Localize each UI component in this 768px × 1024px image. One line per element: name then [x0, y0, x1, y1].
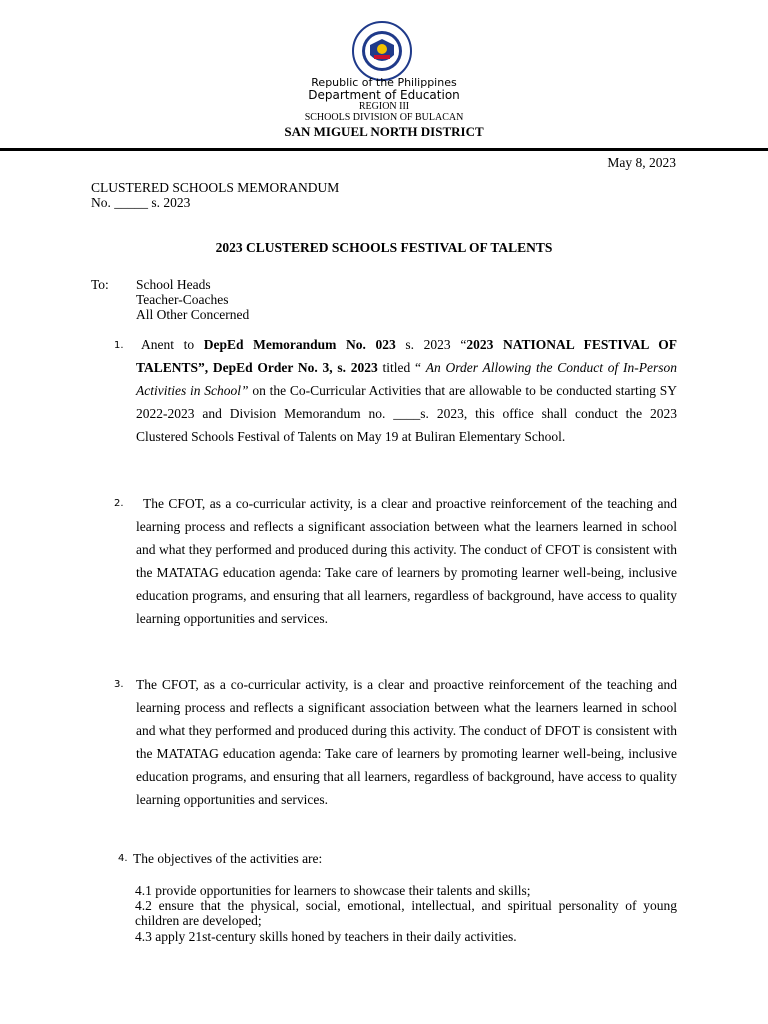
- recipient-item: All Other Concerned: [136, 307, 250, 322]
- paragraph-number: 1.: [114, 340, 124, 351]
- memo-title: CLUSTERED SCHOOLS MEMORANDUM: [91, 180, 340, 195]
- memo-date: May 8, 2023: [607, 155, 676, 170]
- to-label: To:: [91, 277, 109, 292]
- deped-seal-logo: [352, 21, 412, 81]
- paragraph-2: The CFOT, as a co-curricular activity, is a clear and proactive reinforcement of the teaching and learning process and reflects a significant association between what the learners learned in school and what they performed and produced during this activity. The conduct of CFOT is consistent with the MATATAG education agenda: Take care of learners by promoting learner well-being, inclusive education programs, and ensuring that all learners, regardless of background, have access to quality learning opportunities and services.: [136, 496, 677, 626]
- department-line: Department of Education: [308, 88, 460, 102]
- p1-text-a: Anent to: [141, 337, 204, 352]
- objective-item: 4.1 provide opportunities for learners to showcase their talents and skills;: [135, 883, 531, 898]
- objective-item: 4.3 apply 21st-century skills honed by teachers in their daily activities.: [135, 929, 517, 944]
- p1-text-e: titled “: [377, 360, 426, 375]
- paragraph-number: 4.: [118, 853, 128, 864]
- objective-item: 4.2 ensure that the physical, social, emotional, intellectual, and spiritual personality of young children are developed;: [135, 898, 677, 928]
- paragraph-3: The CFOT, as a co-curricular activity, is a clear and proactive reinforcement of the teaching and learning process and reflects a significant association between what the learners learned in school and what they performed and produced during this activity. The conduct of DFOT is consistent with the MATATAG education agenda: Take care of learners by promoting learner well-being, inclusive education programs, and ensuring that all learners, regardless of background, have access to quality learning opportunities and services.: [136, 677, 677, 807]
- paragraph-1: [136, 333, 677, 448]
- header-divider: [0, 148, 768, 151]
- recipient-item: Teacher-Coaches: [136, 292, 229, 307]
- district-title: SAN MIGUEL NORTH DISTRICT: [284, 124, 484, 139]
- paragraph-number: 2.: [114, 498, 124, 509]
- republic-line: Republic of the Philippines: [311, 76, 457, 89]
- memo-number: No. _____ s. 2023: [91, 195, 191, 210]
- recipient-item: School Heads: [136, 277, 211, 292]
- paragraph-number: 3.: [114, 679, 124, 690]
- objectives-intro: The objectives of the activities are:: [133, 851, 323, 866]
- region-line: REGION III: [358, 101, 410, 112]
- p1-text-c: s. 2023 “: [395, 337, 467, 352]
- memo-subject: 2023 CLUSTERED SCHOOLS FESTIVAL OF TALENTS: [215, 240, 553, 255]
- p1-memo-ref: DepEd Memorandum No. 023: [203, 337, 396, 352]
- p1-order-title: An Order Allowing the Conduct of In-Person Activities in School”: [136, 360, 677, 398]
- p1-order-ref: 2023 NATIONAL FESTIVAL OF TALENTS”, DepEd Order No. 3, s. 2023: [136, 337, 677, 375]
- p1-text-g: on the Co-Curricular Activities that are allowable to be conducted starting SY 2022-2023 and Division Memorandum no. ____s. 2023, this office shall conduct the 2023 Clustered Schools Festival of Talents on May 19 at Buliran Elementary School.: [136, 383, 678, 444]
- division-line: SCHOOLS DIVISION OF BULACAN: [304, 112, 464, 123]
